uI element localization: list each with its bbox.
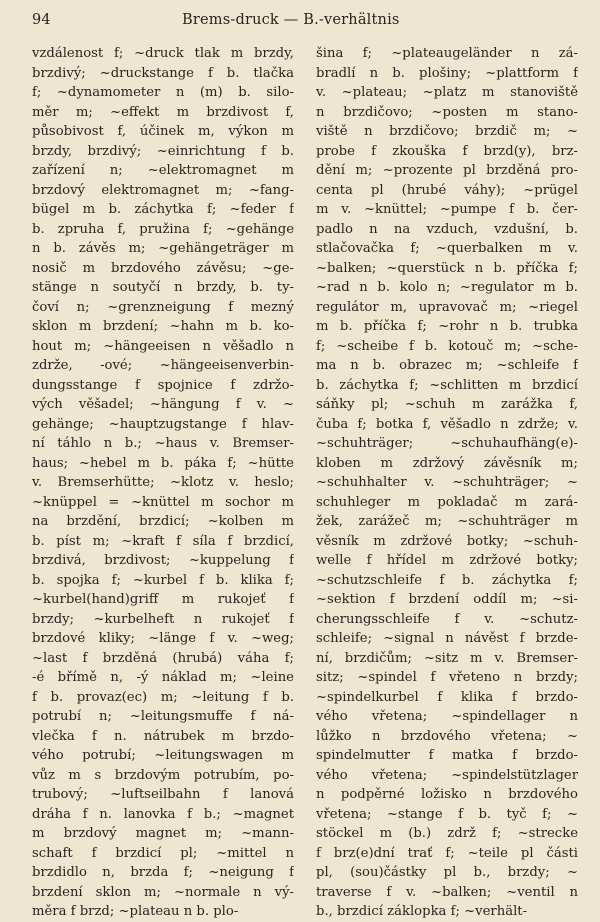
text-line: vzdálenost f; ~druck tlak m brzdy, (32, 46, 294, 61)
page-header (32, 8, 564, 32)
text-line: welle f hřídel m zdržové botky; (316, 553, 578, 568)
text-line: stlačovačka f; ~querbalken m v. (316, 241, 578, 256)
page-number: 94 (32, 12, 51, 28)
text-line: brzdy, brzdivý; ~einrichtung f b. (32, 143, 294, 159)
text-line: lůžko n brzdového vřetena; ~ (316, 728, 578, 744)
text-line: bügel m b. záchytka f; ~feder f (32, 202, 294, 217)
text-line: měr m; ~effekt m brzdivost f, (32, 104, 294, 120)
text-line: dění m; ~prozente pl brzděná pro- (316, 163, 578, 178)
text-line: trubový; ~luftseilbahn f lanová (32, 787, 294, 802)
text-line: spindelmutter f matka f brzdo- (316, 748, 578, 763)
text-line: brzdy; ~kurbelheft n rukojeť f (32, 611, 294, 627)
text-line: vých věšadel; ~hängung f v. ~ (32, 397, 294, 412)
text-line: potrubí n; ~leitungsmuffe f ná- (32, 709, 294, 724)
text-line: zařízení n; ~elektromagnet m (32, 163, 294, 178)
text-line: sitz; ~spindel f vřeteno n brzdy; (316, 670, 578, 685)
text-line: žek, zarážeč m; ~schuhträger m (316, 514, 578, 529)
text-line: ~schuhträger; ~schuhaufhäng(e)- (316, 436, 578, 451)
text-line: na brzdění, brzdicí; ~kolben m (32, 514, 294, 529)
text-line: regulátor m, upravovač m; ~riegel (316, 299, 578, 315)
text-line: vého vřetena; ~spindellager n (316, 709, 578, 724)
text-line: n podpěrné ložisko n brzdového (316, 787, 578, 802)
text-line: b. zpruha f, pružina f; ~gehänge (32, 221, 294, 237)
text-line: b., brzdicí záklopka f; ~verhält- (316, 904, 528, 919)
text-line: b. záchytka f; ~schlitten m brzdicí (316, 377, 578, 393)
text-line: hout m; ~hängeeisen n věšadlo n (32, 338, 294, 354)
text-line: měra f brzd; ~plateau n b. plo- (32, 904, 239, 919)
text-line: m brzdový magnet m; ~mann- (32, 826, 294, 841)
text-line: f brz(e)dní trať f; ~teile pl části (316, 845, 578, 861)
text-line: dráha f n. lanovka f b.; ~magnet (32, 806, 294, 822)
text-line: kloben m zdržový závěsník m; (316, 455, 578, 471)
text-columns (32, 44, 578, 919)
text-line: stöckel m (b.) zdrž f; ~strecke (316, 826, 578, 841)
text-line: probe f zkouška f brzd(y), brz- (316, 143, 578, 159)
text-line: sklon m brzdení; ~hahn m b. ko- (32, 319, 294, 334)
text-line: centa pl (hrubé váhy); ~prügel (316, 182, 578, 198)
running-head: Brems-druck — B.-verhältnis (182, 12, 400, 28)
text-line: ~balken; ~querstück n b. příčka f; (316, 260, 578, 276)
text-line: f; ~dynamometer n (m) b. silo- (32, 85, 294, 100)
text-line: vého potrubí; ~leitungswagen m (32, 748, 294, 763)
text-line: věsník m zdržové botky; ~schuh- (316, 533, 578, 549)
text-line: b. píst m; ~kraft f síla f brzdicí, (32, 533, 294, 549)
text-line: ní táhlo n b.; ~haus v. Bremser- (32, 436, 294, 451)
text-line: pl, (sou)částky pl b., brzdy; ~ (316, 865, 578, 880)
text-line: bradlí n b. plošiny; ~plattform f (316, 65, 578, 81)
text-line: ~spindelkurbel f klika f brzdo- (316, 689, 578, 705)
right-column (316, 44, 578, 919)
text-line: traverse f v. ~balken; ~ventil n (316, 884, 578, 900)
text-line: ~last f brzděná (hrubá) váha f; (32, 650, 294, 666)
text-line: -é břímě n, -ý náklad m; ~leine (32, 670, 294, 685)
text-line: v. ~plateau; ~platz m stanoviště (316, 85, 578, 100)
text-line: brzdivá, brzdivost; ~kuppelung f (32, 553, 294, 568)
text-line: ~rad n b. kolo n; ~regulator m b. (316, 280, 578, 295)
text-line: m v. ~knüttel; ~pumpe f b. čer- (316, 202, 578, 217)
text-line: brzdivý; ~druckstange f b. tlačka (32, 65, 294, 81)
text-line: ma n b. obrazec m; ~schleife f (316, 358, 578, 373)
text-line: gehänge; ~hauptzugstange f hlav- (32, 416, 294, 432)
text-line: v. Bremserhütte; ~klotz v. heslo; (32, 475, 294, 490)
text-line: b. spojka f; ~kurbel f b. klika f; (32, 572, 294, 588)
text-line: f b. provaz(ec) m; ~leitung f b. (32, 689, 294, 705)
text-line: ~schuhhalter v. ~schuhträger; ~ (316, 475, 578, 490)
text-line: působivost f, účinek m, výkon m (32, 124, 294, 139)
text-line: viště n brzdičovo; brzdič m; ~ (316, 124, 578, 139)
text-line: čuba f; botka f, věšadlo n zdrže; v. (316, 416, 578, 432)
text-line: brzdidlo n, brzda f; ~neigung f (32, 865, 294, 880)
text-line: zdrže, -ové; ~hängeeisenverbin- (32, 358, 294, 373)
text-line: padlo n na vzduch, vzdušní, b. (316, 221, 578, 237)
text-line: šina f; ~plateaugeländer n zá- (316, 46, 578, 61)
text-line: haus; ~hebel m b. páka f; ~hütte (32, 455, 294, 471)
text-line: brzdové kliky; ~länge f v. ~weg; (32, 631, 294, 646)
text-line: sáňky pl; ~schuh m zarážka f, (316, 397, 578, 412)
text-line: ~knüppel = ~knüttel m sochor m (32, 494, 294, 510)
text-line: ~schutzschleife f b. záchytka f; (316, 572, 578, 588)
text-line: čoví n; ~grenzneigung f mezný (32, 299, 294, 315)
text-line: ~sektion f brzdení oddíl m; ~si- (316, 592, 578, 607)
text-line: m b. příčka f; ~rohr n b. trubka (316, 319, 578, 334)
text-line: vřetena; ~stange f b. tyč f; ~ (316, 806, 578, 822)
text-line: dungsstange f spojnice f zdržo- (32, 377, 294, 393)
text-line: cherungsschleife f v. ~schutz- (316, 611, 578, 627)
text-line: stänge n soutyčí n brzdy, b. ty- (32, 280, 294, 295)
text-line: ~kurbel(hand)griff m rukojeť f (32, 592, 294, 607)
text-line: schaft f brzdicí pl; ~mittel n (32, 845, 294, 861)
text-line: schleife; ~signal n návěst f brzde- (316, 631, 578, 646)
text-line: f; ~scheibe f b. kotouč m; ~sche- (316, 338, 578, 354)
text-line: schuhleger m pokladač m zará- (316, 494, 578, 510)
text-line: vůz m s brzdovým potrubím, po- (32, 767, 294, 783)
text-line: n brzdičovo; ~posten m stano- (316, 104, 578, 120)
text-line: vlečka f n. nátrubek m brzdo- (32, 728, 294, 744)
text-line: nosič m brzdového závěsu; ~ge- (32, 260, 294, 276)
text-line: brzdení sklon m; ~normale n vý- (32, 884, 294, 900)
text-line: brzdový elektromagnet m; ~fang- (32, 182, 294, 198)
text-line: vého vřetena; ~spindelstützlager (316, 767, 578, 783)
text-line: n b. závěs m; ~gehängeträger m (32, 241, 294, 256)
left-column (32, 44, 294, 919)
text-line: ní, brzdičům; ~sitz m v. Bremser- (316, 650, 578, 666)
